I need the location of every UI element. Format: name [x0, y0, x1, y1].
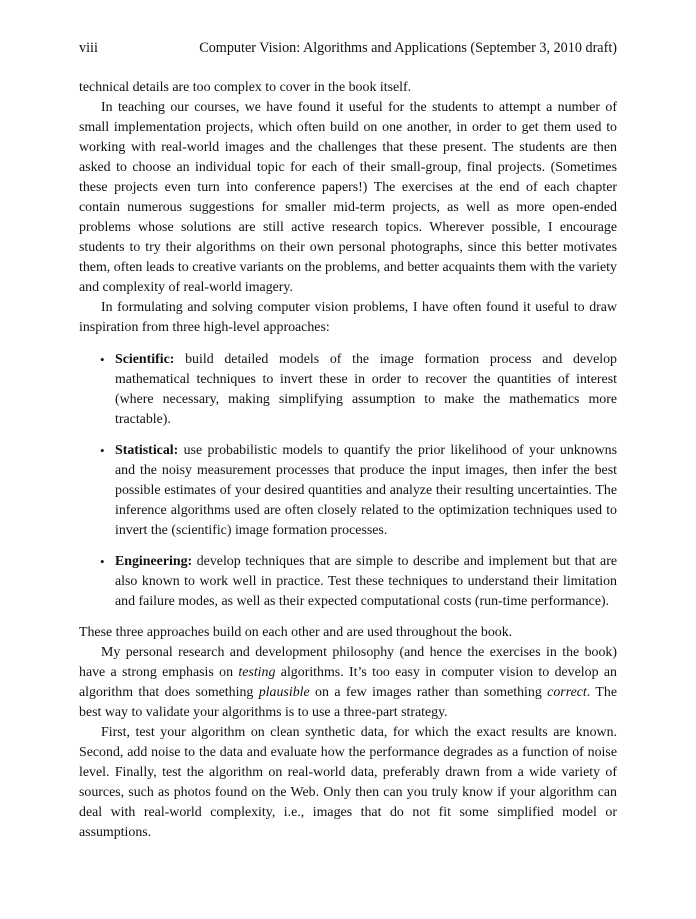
bullet-icon: •	[100, 443, 105, 458]
description-statistical: use probabilistic models to quantify the prior likelihood of your unknowns and the noisy measurement processes that produce the input images, then infer the best possible estimates of your desired quantities and analyze their resulting uncertainties. The inference algorithms used are often closely related to the optimization techniques used to invert the (scientific) image formation processes.	[115, 443, 617, 538]
list-item-engineering	[79, 552, 617, 612]
description-scientific: build detailed models of the image formation process and develop mathematical techniques to invert these in order to recover the quantities of interest (where necessary, making simplifying assumption to make the mathematics more tractable).	[115, 352, 617, 427]
paragraph-approaches-summary: These three approaches build on each other and are used throughout the book.	[79, 625, 513, 640]
list-item-scientific	[79, 350, 617, 430]
emphasis-testing: testing	[238, 665, 276, 680]
description-engineering: develop techniques that are simple to describe and implement but that are also known to work well in practice. Test these techniques to understand their limitation and failure modes, as well as their expected computational costs (run-time performance).	[115, 554, 617, 609]
paragraph-continued: technical details are too complex to cover in the book itself.	[79, 80, 412, 95]
list-item-statistical	[79, 441, 617, 541]
page-number: viii	[79, 40, 98, 56]
page-body	[79, 78, 617, 843]
paragraph-testing-strategy: First, test your algorithm on clean synthetic data, for which the exact results are known. Second, add noise to the data and evaluate how the performance degrades as a function of noise level. Finally, test the algorithm on real-world data, preferably drawn from a wide variety of sources, such as photos found on the Web. Only then can you truly know if your algorithm can deal with real-world complexity, i.e., images that do not fit some simplified model or assumptions.	[79, 725, 617, 840]
paragraph-approaches-intro: In formulating and solving computer vision problems, I have often found it useful to draw inspiration from three high-level approaches:	[79, 300, 617, 335]
emphasis-correct: correct	[547, 685, 587, 700]
paragraph-philosophy: My personal research and development philosophy (and hence the exercises in the book) have a strong emphasis on testing algorithms. It’s too easy in computer vision to develop an algorithm that does something plausible on a few images rather than something correct. The best way to validate your algorithms is to use a three-part strategy.	[79, 645, 617, 720]
emphasis-plausible: plausible	[258, 685, 310, 700]
bullet-icon: •	[100, 554, 105, 569]
running-title: Computer Vision: Algorithms and Applications (September 3, 2010 draft)	[199, 40, 617, 56]
approaches-list	[79, 350, 617, 612]
term-scientific: Scientific:	[115, 352, 175, 367]
paragraph-teaching: In teaching our courses, we have found it useful for the students to attempt a number of small implementation projects, which often build on one another, in order to get them used to working with real-world images and the challenges that these present. The students are then asked to choose an individual topic for each of their small-group, final projects. (Sometimes these projects even turn into conference papers!) The exercises at the end of each chapter contain numerous suggestions for smaller mid-term projects, as well as more open-ended problems whose solutions are still active research topics. Wherever possible, I encourage students to try their algorithms on their own personal photographs, since this better motivates them, often leads to creative variants on the problems, and better acquaints them with the variety and complexity of real-world imagery.	[79, 100, 617, 295]
page-header	[79, 38, 617, 58]
bullet-icon: •	[100, 352, 105, 367]
term-statistical: Statistical:	[115, 443, 179, 458]
term-engineering: Engineering:	[115, 554, 193, 569]
